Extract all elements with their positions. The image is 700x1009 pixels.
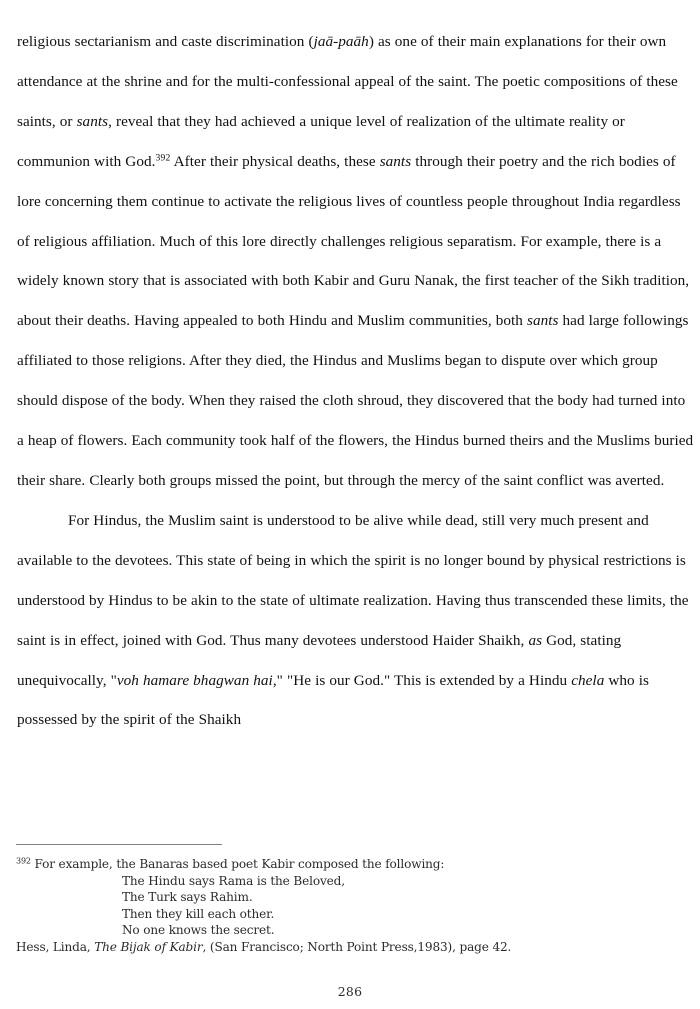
- text-run: After their physical deaths, these: [170, 152, 380, 170]
- footnote-verse-block: [16, 873, 616, 939]
- footnote-reference-marker: 392: [155, 152, 171, 164]
- text-run: had large followings affiliated to those religions. After they died, the Hindus and Muslims began to dispute over which group should dispose of the body. When they raised the cloth shroud, they discovered that the body had turned into a heap of flowers. Each community took half of the flowers, the Hindus burned theirs and the Muslims buried their share. Clearly both groups missed the point, but through the mercy of the saint conflict was averted.: [17, 312, 694, 489]
- footnote-region: [16, 856, 616, 956]
- footnote-verse-line: The Hindu says Rama is the Beloved,: [122, 873, 345, 888]
- text-run: God, stating unequivocally, ": [17, 631, 622, 689]
- italic-term: chela: [571, 671, 605, 689]
- text-run: , reveal that they had achieved a unique level of realization of the ultimate reality or communion with God.: [17, 112, 625, 170]
- footnote-intro-text: For example, the Banaras based poet Kabir composed the following:: [30, 857, 445, 871]
- footnote-separator-rule: [16, 844, 222, 845]
- italic-term: sants: [76, 112, 109, 130]
- page-number: 286: [337, 984, 363, 999]
- italic-term: sants: [526, 312, 559, 330]
- text-run: ," "He is our God." This is extended by a Hindu: [272, 671, 572, 689]
- body-paragraph-2: [17, 501, 694, 740]
- italic-term: voh hamare bhagwan hai: [116, 671, 273, 689]
- text-run: For Hindus, the Muslim saint is understood to be alive while dead, still very much present and available to the devotees. This state of being in which the spirit is no longer bound by physical restrictions is understood by Hindus to be akin to the state of ultimate realization. Having thus transcended these limits, the saint is in effect, joined with God. Thus many devotees understood Haider Shaikh,: [17, 511, 689, 649]
- text-run: who is possessed by the spirit of the Shaikh: [17, 671, 649, 729]
- italic-term: The Bijak of Kabir: [94, 939, 203, 954]
- footnote-verse-line: No one knows the secret.: [122, 923, 275, 938]
- footnote-verse-line: The Turk says Rahim.: [122, 890, 253, 905]
- text-run: religious sectarianism and caste discrimination (: [17, 33, 314, 50]
- text-run: through their poetry and the rich bodies of lore concerning them continue to activate the religious lives of countless people throughout India regardless of religious affiliation. Much of this lore directly challenges religious separatism. For example, there is a widely known story that is associated with both Kabir and Guru Nanak, the first teacher of the Sikh tradition, about their deaths. Having appealed to both Hindu and Muslim communities, both: [17, 152, 690, 330]
- italic-term: sants: [379, 152, 412, 170]
- text-run: Hess, Linda,: [16, 939, 95, 954]
- body-paragraph-1: [17, 22, 694, 501]
- text-run: , (San Francisco; North Point Press,1983), page 42.: [202, 939, 512, 954]
- footnote-number: 392: [16, 856, 31, 866]
- footnote-citation-line: [16, 939, 616, 956]
- footnote-verse-line: Then they kill each other.: [122, 906, 275, 921]
- italic-term: jaā-paāh: [313, 33, 369, 50]
- footnote-intro-line: [16, 856, 616, 873]
- text-run: ) as one of their main explanations for their own attendance at the shrine and for the multi-confessional appeal of the saint. The poetic compositions of these saints, or: [17, 33, 678, 130]
- italic-term: as: [528, 631, 543, 649]
- body-text-region: [17, 22, 694, 740]
